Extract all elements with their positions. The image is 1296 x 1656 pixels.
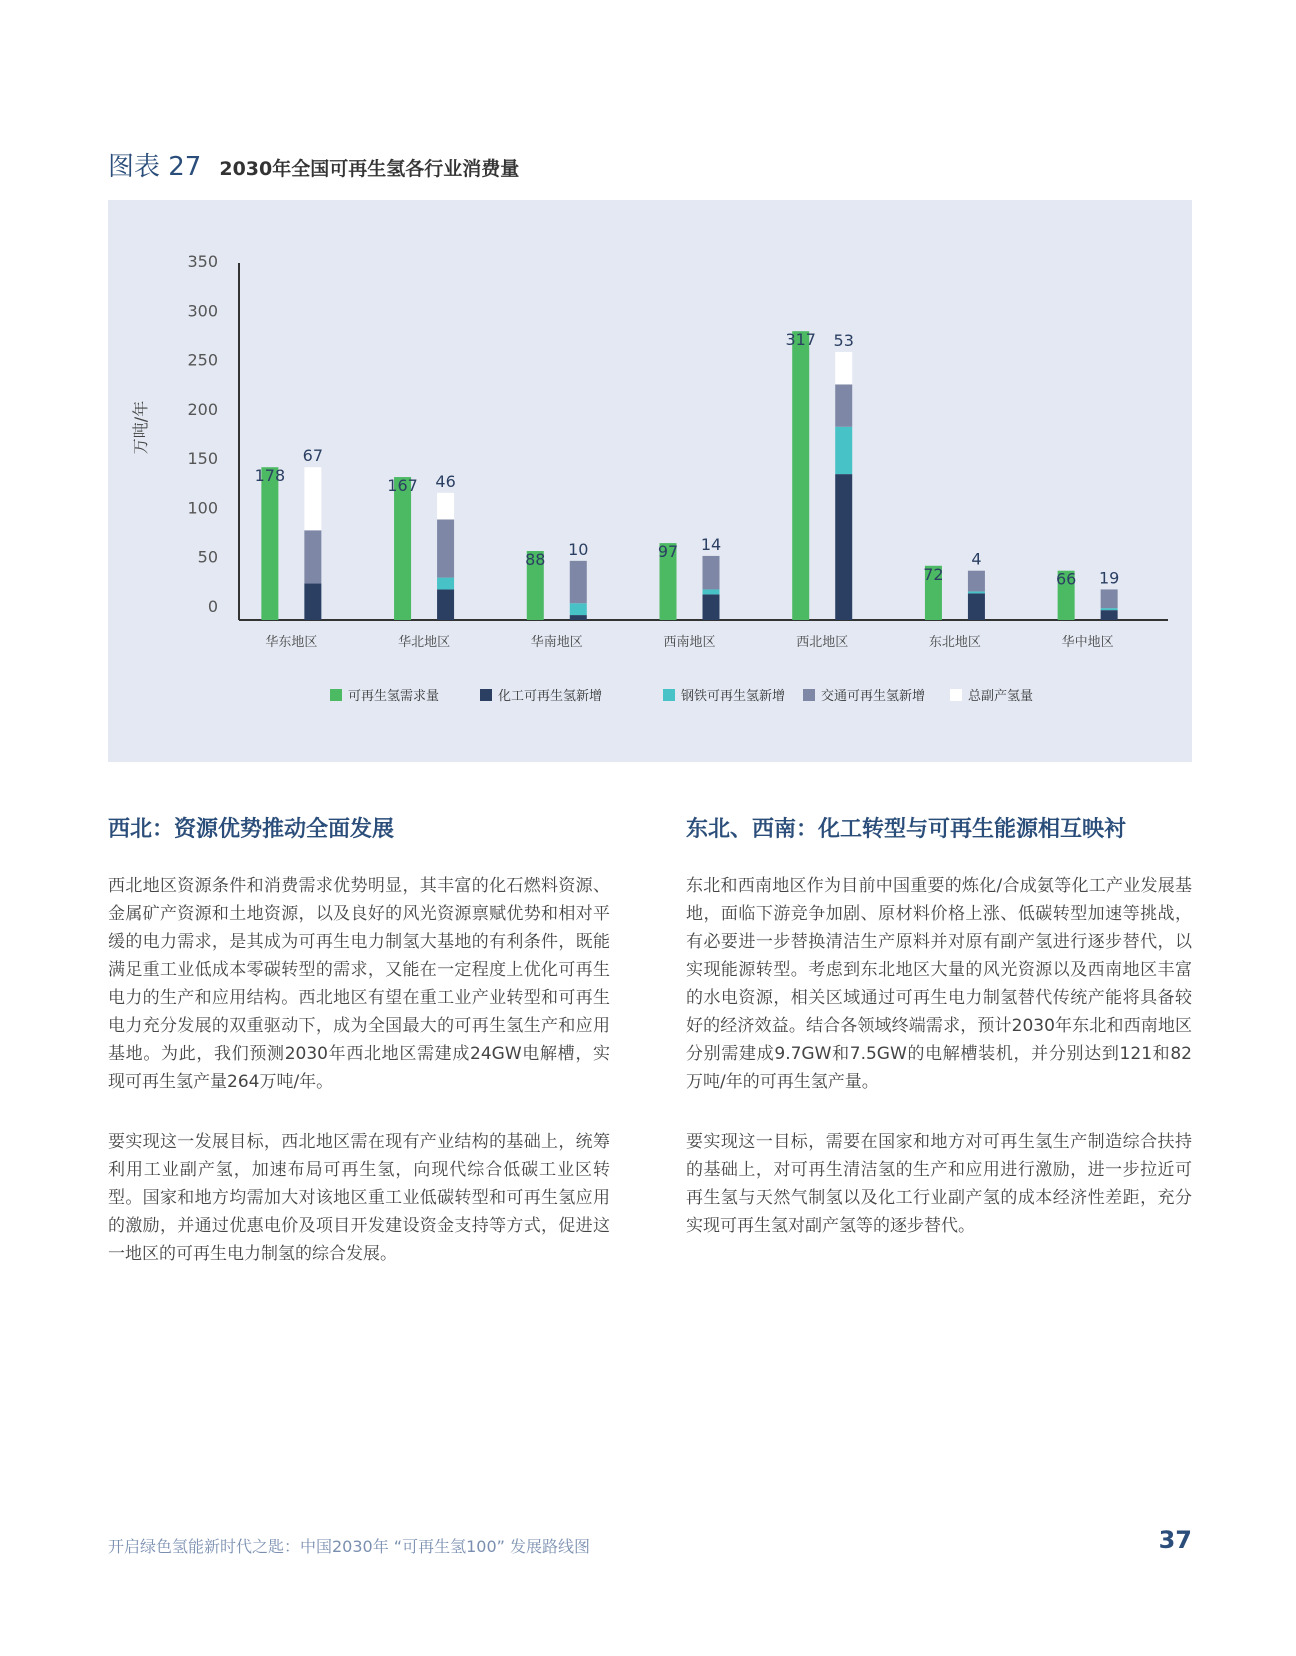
y-tick-label: 250 — [187, 350, 218, 370]
bar-stack-segment — [968, 591, 985, 593]
bar-stack-segment — [703, 594, 720, 620]
legend-swatch — [480, 689, 492, 701]
y-tick-label: 300 — [187, 301, 218, 321]
legend-label: 总副产氢量 — [968, 689, 1034, 704]
bar-stack-segment — [835, 384, 852, 426]
legend-label: 钢铁可再生氢新增 — [681, 689, 786, 704]
data-label-demand: 72 — [923, 564, 944, 584]
bar-stack-segment — [570, 603, 587, 615]
data-label-stack: 53 — [833, 330, 854, 350]
bar-demand — [261, 467, 278, 620]
bar-demand — [792, 331, 809, 620]
bar-stack-segment — [835, 352, 852, 385]
data-label-demand: 167 — [387, 476, 418, 496]
right-section-title: 东北、西南：化工转型与可再生能源相互映衬 — [686, 817, 1127, 842]
y-tick-label: 100 — [187, 498, 218, 518]
x-tick-label: 华东地区 — [265, 635, 318, 650]
left-section-title: 西北：资源优势推动全面发展 — [108, 817, 395, 842]
bar-demand — [394, 477, 411, 620]
x-tick-label: 华北地区 — [398, 635, 451, 650]
data-label-demand: 97 — [657, 542, 679, 562]
data-label-stack: 46 — [435, 471, 456, 491]
figure-caption: 2030年全国可再生氢各行业消费量 — [219, 158, 520, 180]
bar-stack-segment — [570, 561, 587, 603]
legend-swatch — [663, 689, 675, 701]
bar-stack-segment — [437, 493, 454, 520]
bar-stack-segment — [968, 571, 985, 592]
left-paragraph-1: 西北地区资源条件和消费需求优势明显，其丰富的化石燃料资源、金属矿产资源和土地资源，以及良好的风光资源禀赋优势和相对平缓的电力需求，是其成为可再生电力制氢大基地的有利条件，既能满足重工业低成本零碳转型的需求，又能在一定程度上优化可再生电力的生产和应用结构。西北地区有望在重工业产业转型和可再生电力充分发展的双重驱动下，成为全国最大的可再生氢生产和应用基地。为此，我们预测2030年西北地区需建成24GW电解槽，实现可再生氢产量264万吨/年。 — [108, 876, 610, 1092]
page-number: 37 — [1158, 1526, 1192, 1554]
y-tick-label: 350 — [187, 252, 218, 271]
legend-label: 化工可再生氢新增 — [498, 689, 603, 704]
legend-swatch — [803, 689, 815, 701]
bar-stack-segment — [835, 474, 852, 620]
x-tick-label: 华中地区 — [1061, 635, 1114, 650]
bar-stack-segment — [703, 589, 720, 594]
right-paragraph-2: 要实现这一目标，需要在国家和地方对可再生氢生产制造综合扶持的基础上，对可再生清洁氢的生产和应用进行激励，进一步拉近可再生氢与天然气制氢以及化工行业副产氢的成本经济性差距，充分实现可再生氢对副产氢等的逐步替代。 — [686, 1132, 1192, 1236]
x-tick-label: 东北地区 — [928, 635, 981, 650]
legend-swatch — [330, 689, 342, 701]
chart-panel — [108, 200, 1192, 762]
data-label-demand: 66 — [1055, 569, 1077, 589]
legend-label: 可再生氢需求量 — [348, 689, 440, 704]
data-label-stack: 4 — [971, 549, 982, 569]
data-label-stack: 14 — [700, 534, 722, 554]
right-paragraph-1: 东北和西南地区作为目前中国重要的炼化/合成氨等化工产业发展基地，面临下游竞争加剧、原材料价格上涨、低碳转型加速等挑战，有必要进一步替换清洁生产原料并对原有副产氢进行逐步替代，以实现能源转型。考虑到东北地区大量的风光资源以及西南地区丰富的水电资源，相关区域通过可再生电力制氢替代传统产能将具备较好的经济效益。结合各领域终端需求，预计2030年东北和西南地区分别需建成9.7GW和7.5GW的电解槽装机，并分别达到121和82万吨/年的可再生氢产量。 — [686, 876, 1192, 1092]
figure-title — [108, 146, 519, 183]
bar-stack-segment — [1101, 608, 1118, 610]
figure-number: 图表 27 — [108, 152, 202, 182]
x-tick-label: 西北地区 — [796, 635, 849, 650]
bar-stack-segment — [437, 578, 454, 590]
bar-chart — [108, 200, 1192, 762]
bar-stack-segment — [437, 519, 454, 577]
y-axis-title: 万吨/年 — [131, 400, 150, 455]
data-label-demand: 317 — [785, 330, 816, 350]
bar-stack-segment — [835, 427, 852, 474]
bar-stack-segment — [304, 584, 321, 620]
bar-stack-segment — [570, 615, 587, 620]
x-tick-label: 西南地区 — [663, 635, 716, 650]
data-label-demand: 178 — [254, 466, 286, 486]
legend-swatch — [950, 689, 962, 701]
y-tick-label: 200 — [187, 399, 218, 419]
bar-stack-segment — [1101, 589, 1118, 608]
bar-stack-segment — [1101, 610, 1118, 620]
bar-stack-segment — [437, 589, 454, 620]
bar-stack-segment — [304, 467, 321, 530]
data-label-stack: 10 — [568, 539, 589, 559]
bar-stack-segment — [304, 530, 321, 583]
y-tick-label: 50 — [197, 547, 218, 567]
legend-label: 交通可再生氢新增 — [821, 689, 926, 704]
data-label-stack: 67 — [302, 446, 324, 466]
footer-title: 开启绿色氢能新时代之匙：中国2030年 “可再生氢100” 发展路线图 — [108, 1537, 591, 1556]
left-paragraph-2: 要实现这一发展目标，西北地区需在现有产业结构的基础上，统筹利用工业副产氢，加速布局可再生氢，向现代综合低碳工业区转型。国家和地方均需加大对该地区重工业低碳转型和可再生氢应用的激励，并通过优惠电价及项目开发建设资金支持等方式，促进这一地区的可再生电力制氢的综合发展。 — [108, 1132, 610, 1264]
data-label-demand: 88 — [525, 550, 546, 569]
y-tick-label: 150 — [187, 449, 218, 469]
y-tick-label: 0 — [207, 597, 218, 616]
bar-stack-segment — [703, 556, 720, 590]
bar-stack-segment — [968, 593, 985, 620]
data-label-stack: 19 — [1098, 568, 1120, 588]
x-tick-label: 华南地区 — [530, 635, 583, 650]
